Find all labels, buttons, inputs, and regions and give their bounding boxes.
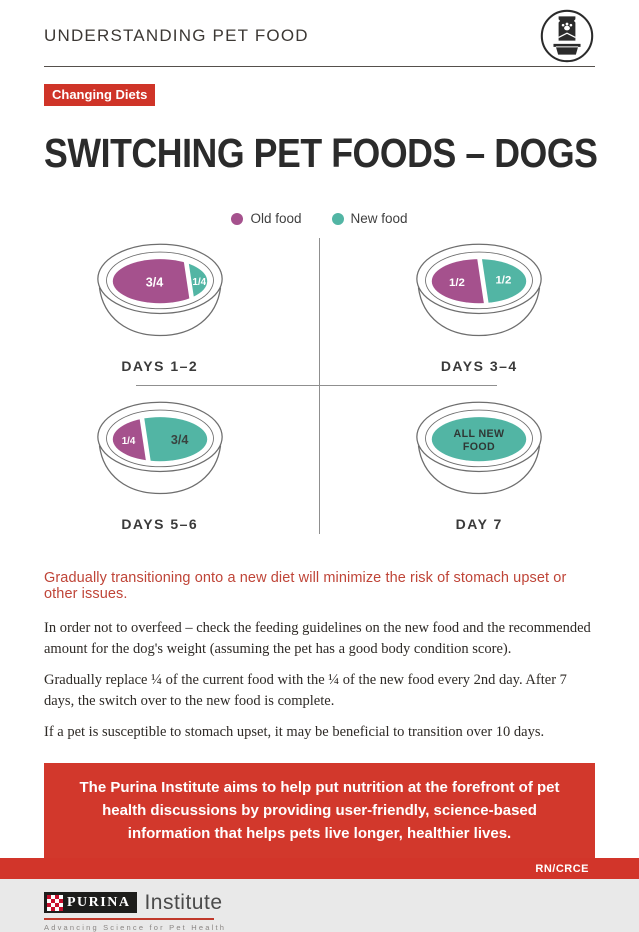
bowl-label: DAY 7 <box>456 516 503 532</box>
bowl-label: DAYS 3–4 <box>441 358 518 374</box>
logo-rule <box>44 918 214 920</box>
bowl-day-7 <box>320 378 639 536</box>
fraction-new: 1/4 <box>192 277 206 288</box>
bowl-days-3-4 <box>320 230 639 378</box>
bowl-days-5-6 <box>0 378 320 536</box>
bowl-graphic-day-7 <box>389 392 569 510</box>
bowl-days-1-2 <box>0 230 320 378</box>
page-title: SWITCHING PET FOODS – DOGS <box>44 130 562 177</box>
section-badge: Changing Diets <box>44 84 155 106</box>
fraction-old: 1/4 <box>121 436 135 447</box>
bowl-graphic-days-5-6 <box>70 392 250 510</box>
new-food-dot-icon <box>332 213 344 225</box>
legend-label-new: New food <box>351 211 408 226</box>
quadrant-divider-vertical <box>319 238 320 534</box>
fraction-old: 1/2 <box>449 277 465 289</box>
pet-food-bag-and-bowl-icon <box>539 8 595 64</box>
all-new-food-line1: ALL NEW <box>454 428 505 440</box>
bottom-bar-code: RN/CRCE <box>535 863 589 875</box>
fraction-new: 3/4 <box>171 433 189 447</box>
header <box>44 0 595 67</box>
paragraph-replace-quarter: Gradually replace ¼ of the current food with the ¼ of the new food every 2nd day. After 7 days, the switch over to the new food is complete. <box>44 670 595 711</box>
bowl-graphic-days-3-4 <box>389 234 569 352</box>
legend-label-old: Old food <box>250 211 301 226</box>
lead-sentence: Gradually transitioning onto a new diet will minimize the risk of stomach upset or other issues. <box>44 570 595 602</box>
fraction-new: 1/2 <box>496 275 512 287</box>
bowls-diagram <box>0 230 639 536</box>
bottom-bar <box>0 858 639 879</box>
bowl-label: DAYS 1–2 <box>121 358 198 374</box>
header-title: UNDERSTANDING PET FOOD <box>44 26 309 46</box>
fraction-old: 3/4 <box>145 276 163 290</box>
body-text <box>44 618 595 743</box>
bowl-label: DAYS 5–6 <box>121 516 198 532</box>
paragraph-overfeed: In order not to overfeed – check the feeding guidelines on the new food and the recommended amount for the dog's weight (assuming the pet has a good body condition score). <box>44 618 595 659</box>
purina-wordmark <box>44 892 137 913</box>
legend-item-new-food <box>332 211 408 226</box>
purina-checkerboard-icon <box>47 895 63 911</box>
quadrant-divider-horizontal <box>136 385 497 386</box>
brand-suffix: Institute <box>144 891 222 915</box>
bowl-graphic-days-1-2 <box>70 234 250 352</box>
legend-item-old-food <box>231 211 301 226</box>
legend <box>0 211 639 226</box>
logo-tagline: Advancing Science for Pet Health <box>44 923 214 932</box>
purina-institute-logo <box>44 891 214 932</box>
brand-name: PURINA <box>67 895 130 911</box>
paragraph-susceptible: If a pet is susceptible to stomach upset, it may be beneficial to transition over 10 days. <box>44 722 595 743</box>
all-new-food-line2: FOOD <box>463 441 495 453</box>
old-food-dot-icon <box>231 213 243 225</box>
purina-institute-callout: The Purina Institute aims to help put nutrition at the forefront of pet health discussions by providing user-friendly, science-based information that helps pets live longer, healthier lives. <box>44 763 595 859</box>
